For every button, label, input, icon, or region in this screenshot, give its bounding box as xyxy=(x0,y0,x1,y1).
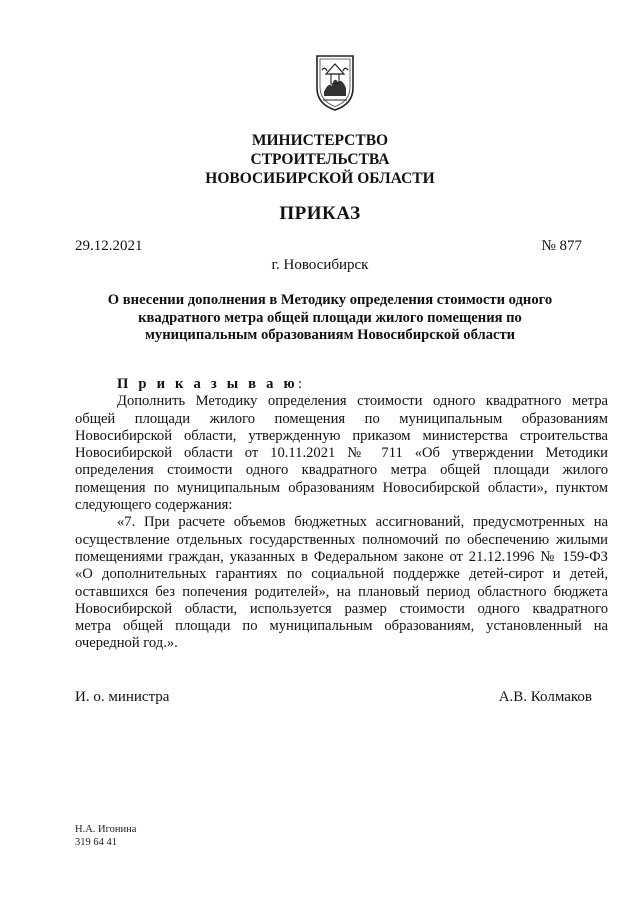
document-subject xyxy=(60,292,600,345)
paragraph-line: оставшихся без попечения родителей», на плановый период областного бюджета xyxy=(75,583,608,600)
document-number: № 877 xyxy=(541,238,582,254)
paragraph-line: помещениями граждан, указанных в Федеральном законе от 21.12.1996 № 159-ФЗ xyxy=(75,548,608,565)
executor-phone: 319 64 41 xyxy=(75,837,117,848)
paragraph-line: «7. При расчете объемов бюджетных ассигнований, предусмотренных на xyxy=(117,514,608,531)
ministry-line: МИНИСТЕРСТВО xyxy=(251,132,389,149)
ministry-name xyxy=(0,131,640,188)
document-city: г. Новосибирск xyxy=(271,257,369,273)
document-date: 29.12.2021 xyxy=(75,238,143,254)
ministry-line: СТРОИТЕЛЬСТВА xyxy=(250,151,390,168)
order-colon: : xyxy=(297,376,302,392)
executor-name: Н.А. Игонина xyxy=(75,824,137,835)
coat-of-arms-emblem-icon xyxy=(314,52,356,112)
paragraph-line: следующего содержания: xyxy=(75,497,233,514)
paragraph-line: очередной год.». xyxy=(75,635,178,652)
executor-info xyxy=(75,823,136,849)
paragraph-line: «О дополнительных гарантиях по социальной поддержке детей-сирот и детей, xyxy=(75,566,608,583)
paragraph-line: Новосибирской области, утвержденную приказом министерства строительства xyxy=(75,427,608,444)
signatory-position: И. о. министра xyxy=(75,689,170,705)
paragraph-line: Дополнить Методику определения стоимости одного квадратного метра xyxy=(117,393,608,410)
subject-line: муниципальным образованиям Новосибирской области xyxy=(144,327,516,343)
paragraph-line: общей площади жилого помещения по муниципальным образованиям xyxy=(75,410,608,427)
paragraph-line: метра общей площади по муниципальным образованиям, установленный на xyxy=(75,618,608,635)
paragraph-line: Новосибирской области от 10.11.2021 № 711 «Об утверждении Методики xyxy=(75,445,608,462)
paragraph-line: Новосибирской области, используется размер стоимости одного квадратного xyxy=(75,600,608,617)
paragraph-line: осуществление отдельных государственных полномочий по обеспечению жилыми xyxy=(75,531,608,548)
subject-line: квадратного метра общей площади жилого помещения по xyxy=(138,309,522,326)
document-body xyxy=(75,376,608,653)
subject-line: О внесении дополнения в Методику определения стоимости одного xyxy=(107,292,553,308)
order-line xyxy=(75,376,608,393)
signatory-name: А.В. Колмаков xyxy=(498,689,592,705)
paragraph-line: помещения по муниципальным образованиям Новосибирской области», пунктом xyxy=(75,479,608,496)
ministry-line: НОВОСИБИРСКОЙ ОБЛАСТИ xyxy=(205,170,435,187)
paragraph-line: определения стоимости одного квадратного метра общей площади жилого xyxy=(75,462,608,479)
order-word: П р и к а з ы в а ю xyxy=(117,376,298,392)
document-type-title: ПРИКАЗ xyxy=(279,203,361,224)
